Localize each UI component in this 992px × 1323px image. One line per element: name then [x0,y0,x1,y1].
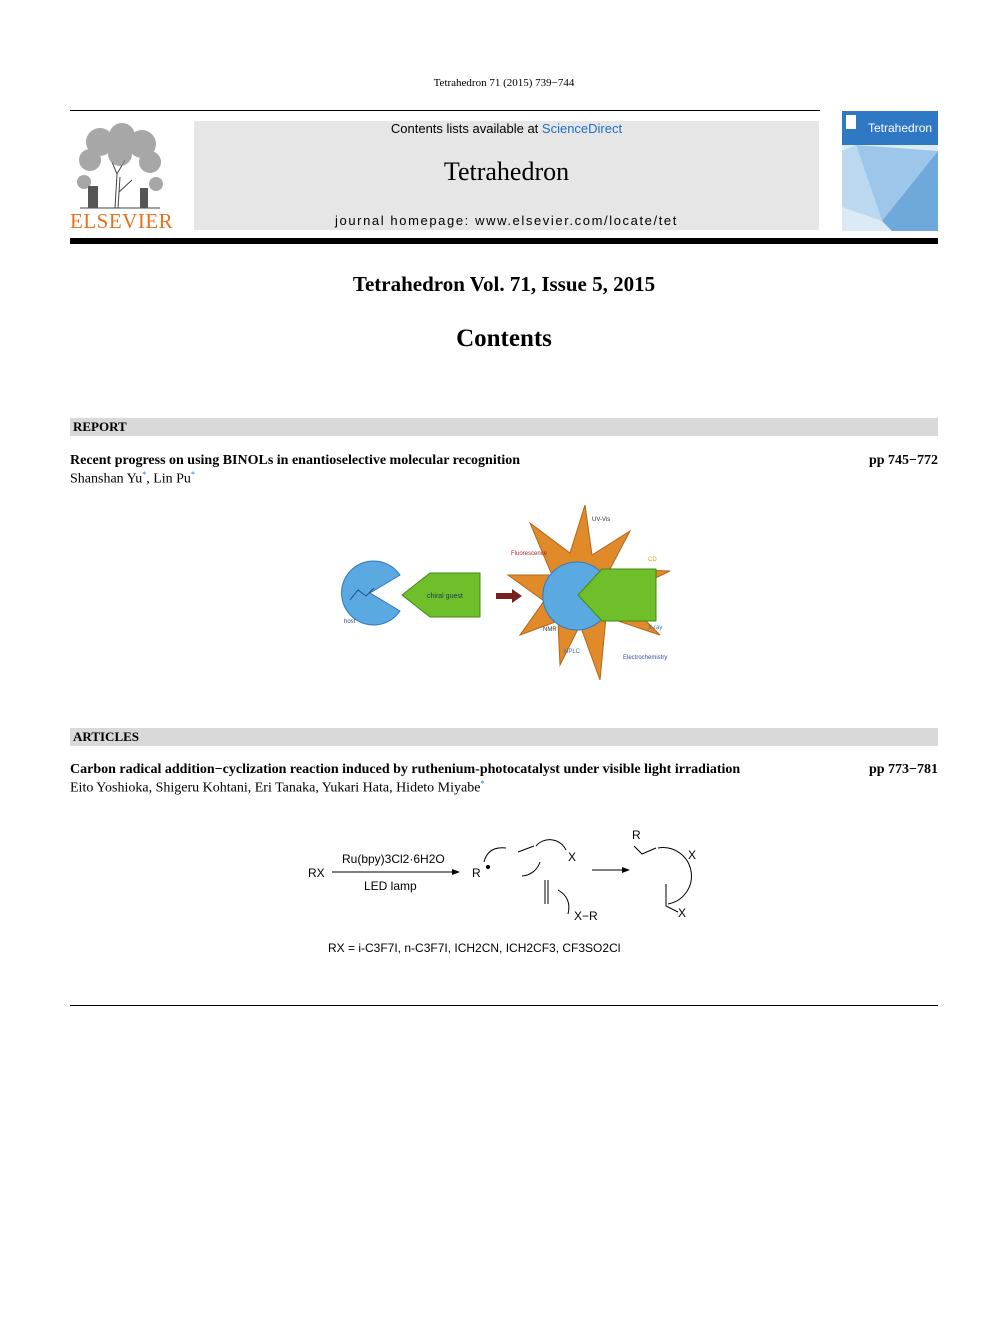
journal-cover-thumbnail[interactable] [842,111,938,231]
journal-banner [194,121,819,230]
x-label: X [678,906,687,920]
technique-label: Fluorescence [511,551,548,557]
article-title[interactable]: Recent progress on using BINOLs in enantioselective molecular recognition [70,453,521,468]
contents-availability [194,121,819,136]
technique-label: NMR [543,627,557,633]
reagent-list-note: RX = i-C3F7I, n-C3F7I, ICH2CN, ICH2CF3, CF3SO2Cl [328,941,621,955]
section-header-articles: ARTICLES [70,728,938,746]
article-authors: Eito Yoshioka, Shigeru Kohtani, Eri Tanaka, Yukari Hata, Hideto Miyabe* [70,779,485,796]
header-thick-rule [70,238,938,244]
author-name[interactable]: Eito Yoshioka [70,780,149,796]
graphical-abstract-article [300,822,720,962]
cover-title: Tetrahedron [868,121,933,135]
reactant-label: RX [308,866,325,880]
host-label: host [344,619,356,625]
author-name[interactable]: Shanshan Yu [70,471,143,487]
article-pages: pp 745−772 [868,453,938,468]
article-pages: pp 773−781 [868,762,938,777]
author-name[interactable]: Shigeru Kohtani [155,780,248,796]
sciencedirect-link[interactable]: ScienceDirect [541,121,623,136]
catalyst-label: Ru(bpy)3Cl2·6H2O [342,852,445,866]
section-header-report: REPORT [70,418,938,436]
host-shape [342,561,400,625]
x-label: X [568,850,577,864]
article-title[interactable]: Carbon radical addition−cyclization reaction induced by ruthenium-photocatalyst under visible light irradiation [70,762,741,777]
x-label: X [688,848,697,862]
journal-title: Tetrahedron [443,157,570,186]
contents-prefix: Contents lists available at [390,121,542,136]
technique-label: HPLC [564,649,581,655]
journal-homepage[interactable]: journal homepage: www.elsevier.com/locate/tet [335,213,678,228]
xr-label: X−R [574,909,598,923]
article-authors: Shanshan Yu*, Lin Pu* [70,470,195,487]
author-name[interactable]: Yukari Hata [321,780,390,796]
condition-label: LED lamp [364,879,417,893]
author-name[interactable]: Hideto Miyabe [396,780,481,796]
radical-dot-icon [486,865,490,869]
elsevier-tree-icon [70,122,170,210]
footer-rule [70,1005,938,1006]
graphical-abstract-report [330,505,680,685]
radical-label: R [472,866,481,880]
technique-label: UV-Vis [592,517,611,523]
publisher-wordmark: ELSEVIER [70,209,174,233]
reaction-arrow-icon [496,589,522,603]
author-name[interactable]: Eri Tanaka [254,780,316,796]
journal-citation: Tetrahedron 71 (2015) 739−744 [433,77,575,89]
technique-label: Electrochemistry [623,655,668,661]
contents-heading: Contents [456,325,552,352]
corresponding-author-marker[interactable]: * [480,779,485,788]
technique-label: CD [648,557,657,563]
issue-title: Tetrahedron Vol. 71, Issue 5, 2015 [352,272,656,296]
guest-label: chiral guest [427,593,463,600]
corresponding-author-marker[interactable]: * [190,470,195,479]
corresponding-author-marker[interactable]: * [142,470,147,479]
reaction-arrowhead-icon [452,869,460,875]
author-name[interactable]: Lin Pu [153,471,191,487]
elsevier-logo[interactable] [70,122,174,234]
header-rule [70,110,820,111]
r-label: R [632,828,641,842]
technique-label: X-ray [648,625,663,631]
molecular-recognition-graphic [330,505,680,685]
